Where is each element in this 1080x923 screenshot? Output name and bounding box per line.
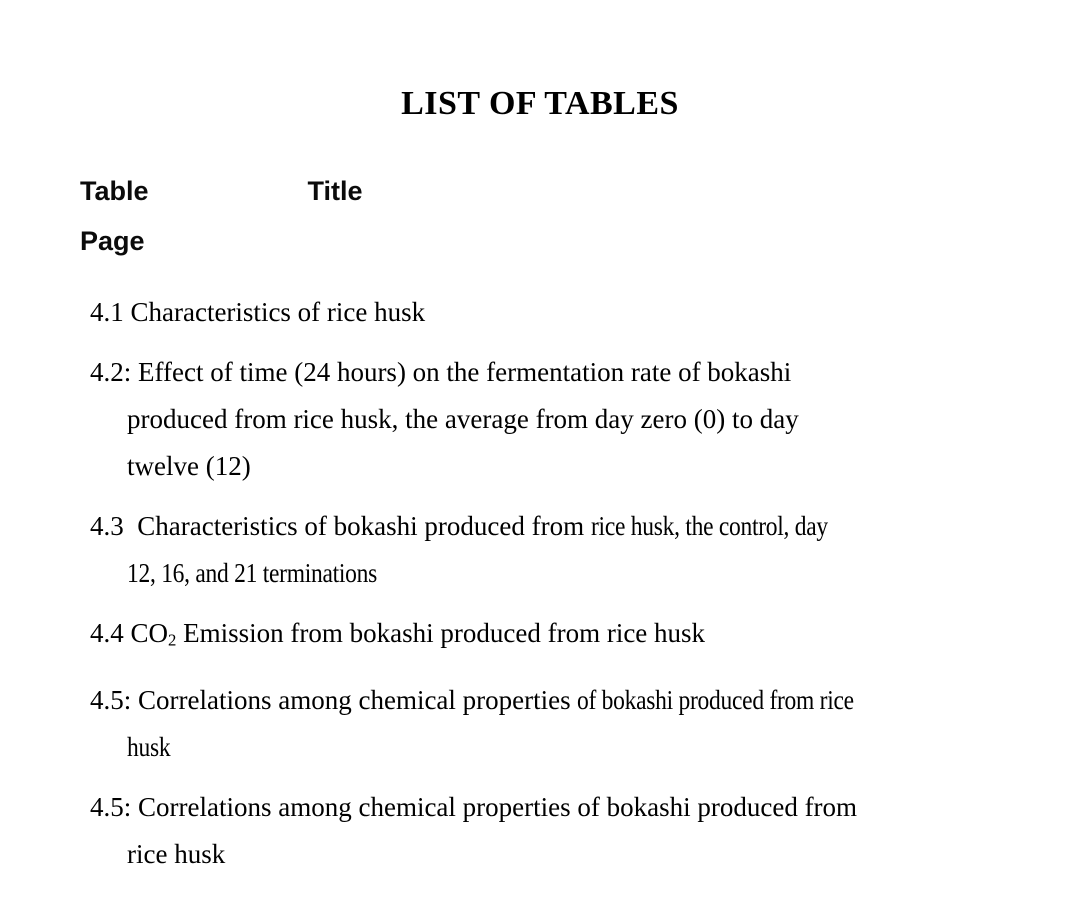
entry-text: rice husk — [127, 838, 226, 869]
entry-continuation-line — [90, 724, 1040, 771]
entry-text: 12, 16, and 21 terminations — [127, 558, 378, 588]
list-entry — [90, 610, 1040, 664]
entry-text: twelve (12) — [127, 451, 251, 481]
entry-continuation-line — [90, 550, 1040, 597]
subscript-text: 2 — [168, 630, 177, 650]
entry-first-line — [90, 677, 1040, 724]
list-entry — [90, 503, 1040, 597]
entry-continuation-line — [90, 831, 1040, 878]
column-header-row — [80, 222, 1080, 260]
entry-number: 4.3 — [90, 511, 124, 541]
entry-text: rice husk, the control, day — [590, 511, 828, 541]
list-of-tables — [90, 289, 1040, 878]
list-entry — [90, 677, 1040, 771]
column-header-row — [80, 172, 1080, 210]
column-headers — [80, 172, 1080, 260]
entry-continuation-line — [90, 443, 1040, 490]
entry-text: Characteristics of bokashi produced from — [130, 511, 591, 541]
entry-number: 4.5: — [90, 684, 132, 715]
entry-number: 4.2: — [90, 357, 132, 387]
column-header-title: Title — [307, 176, 363, 206]
entry-number: 4.1 — [90, 297, 124, 327]
list-entry — [90, 784, 1040, 878]
entry-text: CO — [130, 618, 169, 648]
entry-number: 4.4 — [90, 618, 124, 648]
entry-text: produced from rice husk, the average from day zero (0) to day — [127, 404, 799, 434]
column-header-table: Table — [80, 176, 149, 206]
entry-text: of bokashi produced from rice — [577, 684, 855, 715]
column-header-page: Page — [80, 226, 145, 256]
entry-continuation-line — [90, 396, 1040, 443]
entry-text: Correlations among chemical properties — [138, 684, 578, 715]
entry-first-line — [90, 349, 1040, 396]
entry-text: husk — [127, 731, 171, 762]
entry-text: Effect of time (24 hours) on the fermentation rate of bokashi — [138, 357, 792, 387]
list-entry — [90, 349, 1040, 490]
list-entry — [90, 289, 1040, 336]
entry-text: Correlations among chemical properties of bokashi produced from — [138, 791, 858, 822]
entry-first-line — [90, 784, 1040, 831]
page-title: LIST OF TABLES — [401, 85, 679, 122]
entry-first-line — [90, 289, 1040, 336]
entry-first-line — [90, 610, 1040, 664]
entry-number: 4.5: — [90, 791, 132, 822]
entry-text: Emission from bokashi produced from rice husk — [176, 618, 706, 648]
entry-text: Characteristics of rice husk — [130, 297, 426, 327]
entry-first-line — [90, 503, 1040, 550]
